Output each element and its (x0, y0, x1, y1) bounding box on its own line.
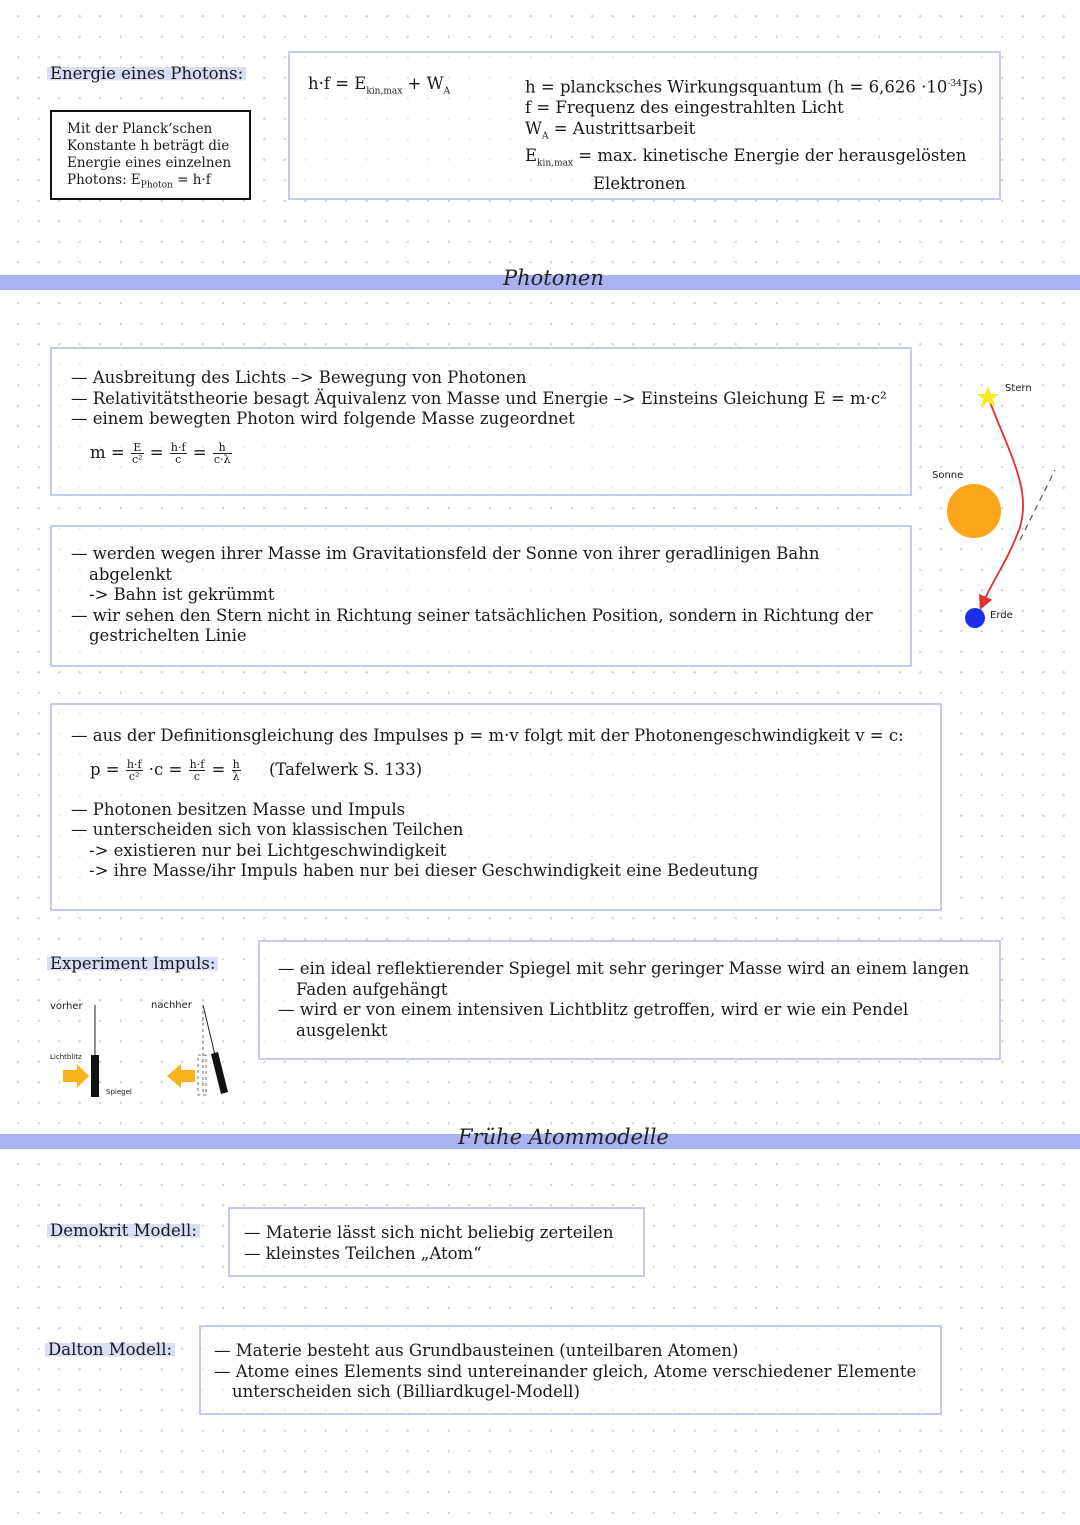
demokrit-label: Demokrit Modell: (47, 1221, 200, 1240)
mass-line: — Relativitätstheorie besagt Äquivalenz von Masse und Energie –> Einsteins Gleichung E = m·c² (71, 388, 887, 408)
dalton-line: — Materie besteht aus Grundbausteinen (unteilbaren Atomen) (214, 1341, 739, 1360)
experiment-label: Experiment Impuls: (47, 954, 218, 973)
dalton-label: Dalton Modell: (45, 1340, 175, 1359)
impulse-line: — unterscheiden sich von klassischen Teilchen (71, 820, 464, 839)
photoelectric-equation: $h\cdot f = E_{kin,max} + W_A$ (308, 74, 451, 97)
earth-label: Erde (990, 610, 1013, 621)
fraction: $\frac{h}{\lambda}$ (232, 757, 240, 783)
legend-h: h = plancksches Wirkungsquantum $(h = 6,626 \cdot 10^{-34}Js)$ (525, 77, 984, 97)
gravity-box (50, 525, 912, 667)
mass-formula: m = $\frac{E}{\text{c²}}$ = $\frac{h\cdot f}{c}$ = $\frac{h}{c\cdot\lambda}$ (90, 440, 231, 466)
planck-note-line: Mit der Planck‘schen (67, 121, 213, 137)
dalton-line: unterscheiden sich (Billiardkugel-Modell) (232, 1382, 580, 1401)
experiment-line: — ein ideal reflektierender Spiegel mit sehr geringer Masse wird an einem langen (278, 959, 970, 978)
legend-w: $W_A$ = Austrittsarbeit (525, 118, 696, 141)
planck-note-box (50, 110, 251, 200)
impulse-box (50, 703, 942, 911)
rest-mirror-outline (198, 1055, 206, 1095)
planck-note-line: Konstante h beträgt die (67, 138, 230, 154)
gravity-line: abgelenkt (89, 564, 173, 584)
tafelwerk-reference: (Tafelwerk S. 133) (268, 759, 423, 779)
flash-label: Lichtblitz (50, 1053, 82, 1061)
gravity-line: — wir sehen den Stern nicht in Richtung seiner tatsächlichen Position, sondern in Richtung der (71, 605, 873, 625)
fraction: $\frac{h\cdot f}{c}$ (189, 757, 205, 783)
gravity-line: gestrichelten Linie (89, 626, 247, 645)
gravity-line: — werden wegen ihrer Masse im Gravitationsfeld der Sonne von ihrer geradlinigen Bahn (71, 544, 820, 563)
mass-line: — einem bewegten Photon wird folgende Masse zugeordnet (71, 409, 575, 428)
gravity-line: -> Bahn ist gekrümmt (89, 585, 275, 604)
photoelectric-box (288, 51, 1001, 200)
legend-f: f = Frequenz des eingestrahlten Licht (525, 98, 844, 117)
fraction: $\frac{E}{\text{c²}}$ (131, 440, 143, 466)
thread-after (203, 1005, 215, 1055)
impulse-line: -> ihre Masse/ihr Impuls haben nur bei dieser Geschwindigkeit eine Bedeutung (89, 861, 759, 880)
earth-icon (965, 608, 985, 628)
reflected-arrow-icon (167, 1064, 195, 1088)
mass-line: — Ausbreitung des Lichts –> Bewegung von Photonen (71, 368, 527, 387)
experiment-line: — wird er von einem intensiven Lichtblitz getroffen, wird er wie ein Pendel (278, 1000, 909, 1019)
experiment-line: Faden aufgehängt (296, 979, 448, 999)
dalton-box (199, 1325, 942, 1415)
flash-arrow-icon (63, 1064, 89, 1088)
after-label: nachher (151, 1000, 192, 1011)
mirror-after (211, 1052, 228, 1094)
mirror-experiment-diagram (55, 1000, 240, 1100)
planck-note-line: Energie eines einzelnen (67, 155, 232, 171)
dalton-line: — Atome eines Elements sind untereinander gleich, Atome verschiedener Elemente (214, 1361, 917, 1381)
experiment-box (258, 940, 1001, 1060)
fraction: $\frac{h\cdot f}{c}$ (170, 440, 186, 466)
apparent-direction-dashed-line (1020, 470, 1055, 540)
sun-label: Sonne (932, 470, 964, 481)
legend-e: $E_{kin,max} = \max$. kinetische Energie der herausgelösten (525, 146, 967, 169)
star-label: Stern (1005, 383, 1032, 394)
photon-energy-label: Energie eines Photons: (47, 64, 246, 83)
star-icon (977, 386, 999, 407)
mirror-label: Spiegel (106, 1088, 132, 1096)
before-label: vorher (50, 1001, 83, 1012)
section-title-atommodelle: Frühe Atommodelle (458, 1125, 669, 1149)
impulse-intro: — aus der Definitionsgleichung des Impulses p = m·v folgt mit der Photonengeschwindigkeit v = c: (71, 726, 904, 745)
section-title-photonen: Photonen (503, 266, 604, 290)
experiment-line: ausgelenkt (296, 1020, 388, 1040)
legend-e-cont: Elektronen (593, 174, 686, 194)
impulse-line: — Photonen besitzen Masse und Impuls (71, 799, 406, 819)
demokrit-line: — Materie lässt sich nicht beliebig zerteilen (244, 1223, 614, 1242)
impulse-formula: p = $\frac{h\cdot f}{\text{c²}}$ ·c = $\frac{h\cdot f}{c}$ = $\frac{h}{\lambda}$ (Tafelwerk S. 133) (90, 757, 423, 783)
photon-mass-box (50, 347, 912, 496)
sun-icon (947, 484, 1001, 538)
fraction: $\frac{h}{c\cdot\lambda}$ (213, 440, 231, 466)
light-deflection-diagram (925, 375, 1075, 645)
impulse-line: -> existieren nur bei Lichtgeschwindigkeit (89, 840, 447, 860)
equation-legend (525, 74, 983, 195)
demokrit-line: — kleinstes Teilchen „Atom“ (244, 1243, 482, 1263)
mirror-before (91, 1055, 99, 1097)
fraction: $\frac{h\cdot f}{\text{c²}}$ (126, 757, 142, 783)
demokrit-box (228, 1207, 645, 1277)
planck-note-line: Photons: $E_{Photon} = h\cdot f$ (67, 172, 211, 191)
